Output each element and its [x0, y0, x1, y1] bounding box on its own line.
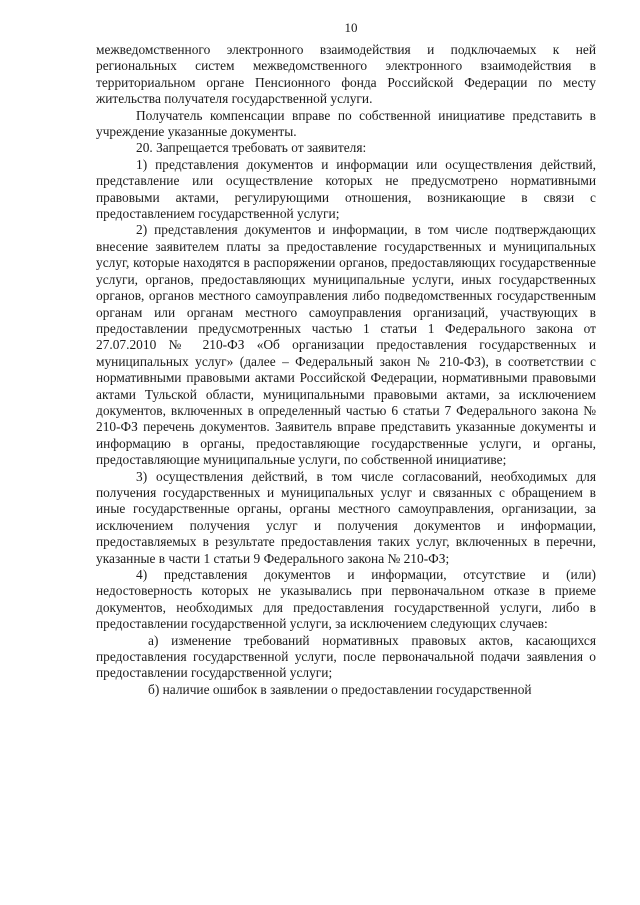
paragraph-subitem-1: 1) представления документов и информации или осуществления действий, представление или осуществление которых не предусмотрено нормативными правовыми актами, регулирующими отношения, возникающие в связи с предоставлением государственной услуги; [96, 156, 596, 222]
paragraph-case-b: б) наличие ошибок в заявлении о предоставлении государственной [148, 681, 532, 697]
paragraph-subitem-2: 2) представления документов и информации, в том числе подтверждающих внесение заявителем платы за предоставление государственных и муниципальных услуг, которые находятся в распоряжении органов, предоставляющих государственные услуги, органов, предоставляющих муниципальные услуги, иных государственных органов, органов местного самоуправления либо подведомственных государственным органам или органам местного самоуправления организаций, участвующих в предоставлении предусмотренных частью 1 статьи 1 Федерального закона от 27.07.2010 № 210-ФЗ «Об организации предоставления государственных и муниципальных услуг» (далее – Федеральный закон № 210-ФЗ), в соответствии с нормативными правовыми актами Российской Федерации, нормативными правовыми актами Тульской области, муниципальными правовыми актами, за исключением документов, включенных в определенный частью 6 статьи 7 Федерального закона № 210-ФЗ перечень документов. Заявитель вправе представить указанные документы и информацию в органы, предоставляющие государственные услуги, и органы, предоставляющие муниципальные услуги, по собственной инициативе; [96, 222, 596, 468]
paragraph-item-20: 20. Запрещается требовать от заявителя: [136, 140, 367, 156]
paragraph-recipient-right: Получатель компенсации вправе по собственной инициативе представить в учреждение указанные документы. [96, 107, 596, 140]
paragraph-case-a: а) изменение требований нормативных правовых актов, касающихся предоставления государственной услуги, после первоначальной подачи заявления о предоставлении государственной услуги; [96, 632, 596, 681]
paragraph-continuation: межведомственного электронного взаимодействия и подключаемых к ней региональных систем межведомственного электронного взаимодействия в территориальном органе Пенсионного фонда Российской Федерации по месту жительства получателя государственной услуги. [96, 42, 596, 107]
page-number: 10 [344, 20, 358, 35]
paragraph-subitem-4: 4) представления документов и информации, отсутствие и (или) недостоверность которых не указывались при первоначальном отказе в приеме документов, необходимых для предоставления государственной услуги, либо в предоставлении государственной услуги, за исключением следующих случаев: [96, 567, 596, 632]
paragraph-subitem-3: 3) осуществления действий, в том числе согласований, необходимых для получения государственных и муниципальных услуг и связанных с обращением в иные государственные органы, органы местного самоуправления, организации, за исключением получения услуг и получения документов и информации, предоставляемых в результате предоставления таких услуг, включенных в перечни, указанные в части 1 статьи 9 Федерального закона № 210-ФЗ; [96, 468, 596, 566]
document-body [96, 42, 596, 698]
